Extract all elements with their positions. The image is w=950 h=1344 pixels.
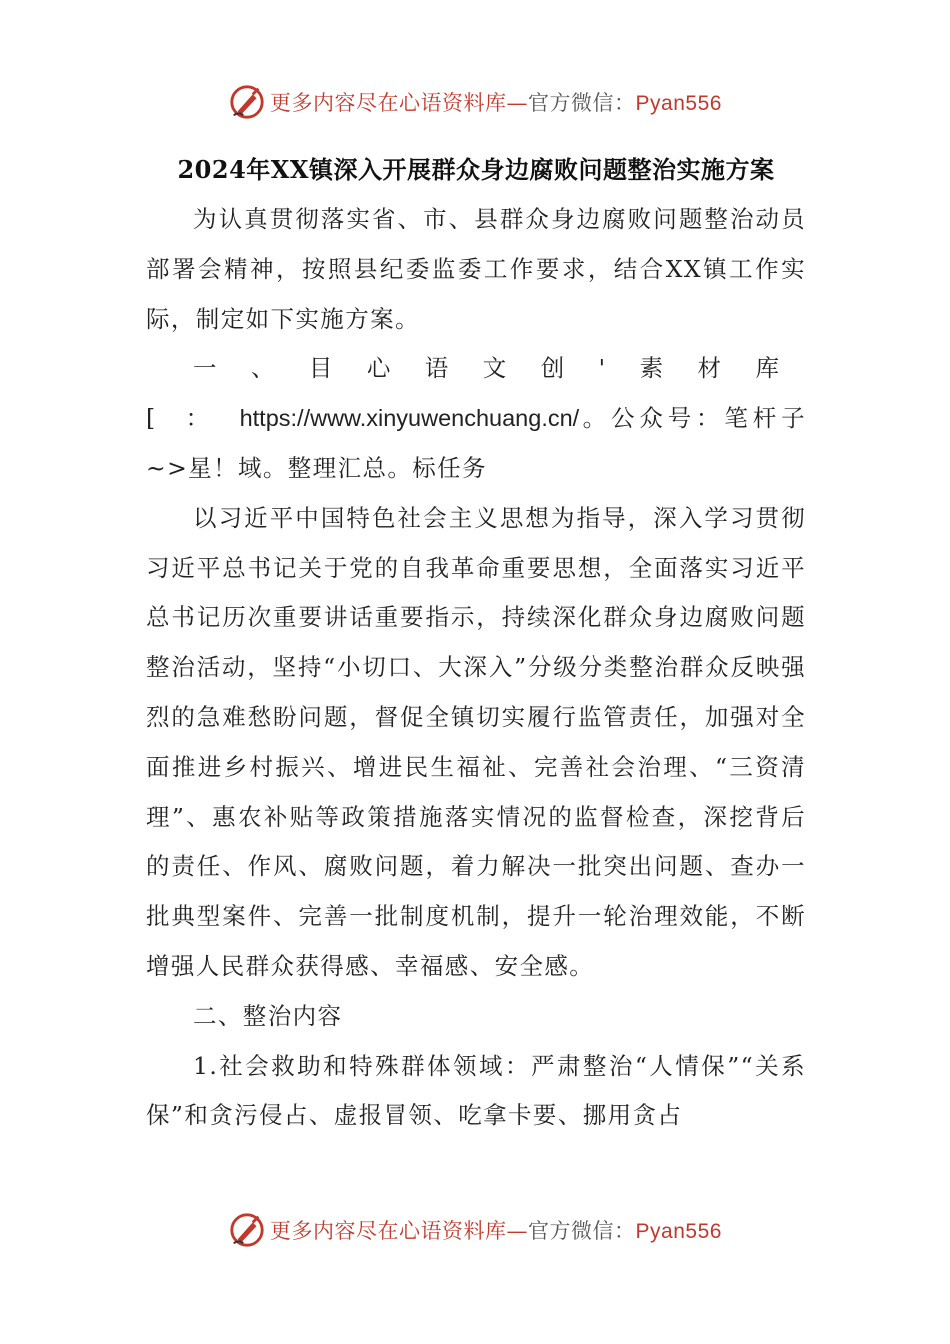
banner-text: 更多内容尽在心语资料库—官方微信：Pyan556 (270, 1219, 722, 1243)
source-url: https://www.xinyuwenchuang.cn/ (239, 405, 580, 432)
section2-item1: 1.社会救助和特殊群体领域：严肃整治“人情保”“关系保”和贪污侵占、虚报冒领、吃拿卡要、挪用贪占 (146, 1051, 806, 1130)
footer-banner (0, 1208, 950, 1252)
section2-heading: 二、整治内容 (193, 1001, 343, 1030)
banner-text: 更多内容尽在心语资料库—官方微信：Pyan556 (270, 91, 722, 115)
section1-heading: 一、目心语文创'素材库[：https://www.xinyuwenchuang.cn/。公众号：笔杆子~>星！域。整理汇总。标任务 (146, 354, 807, 482)
section1-body: 以习近平中国特色社会主义思想为指导，深入学习贯彻习近平总书记关于党的自我革命重要思想，全面落实习近平总书记历次重要讲话重要指示，持续深化群众身边腐败问题整治活动，坚持“小切口、大深入”分级分类整治群众反映强烈的急难愁盼问题，督促全镇切实履行监管责任，加强对全面推进乡村振兴、增进民生福祉、完善社会治理、“三资清理”、惠农补贴等政策措施落实情况的监督检查，深挖背后的责任、作风、腐败问题，着力解决一批突出问题、查办一批典型案件、完善一批制度机制，提升一轮治理效能，不断增强人民群众获得感、幸福感、安全感。 (146, 503, 806, 980)
pen-seal-icon (228, 1211, 266, 1249)
intro-paragraph: 为认真贯彻落实省、市、县群众身边腐败问题整治动员部署会精神，按照县纪委监委工作要求，结合XX镇工作实际，制定如下实施方案。 (146, 205, 806, 333)
document-title: 2024年XX镇深入开展群众身边腐败问题整治实施方案 (177, 155, 775, 184)
pen-seal-icon (228, 83, 266, 121)
header-banner (0, 80, 950, 124)
document-body (146, 145, 806, 1141)
